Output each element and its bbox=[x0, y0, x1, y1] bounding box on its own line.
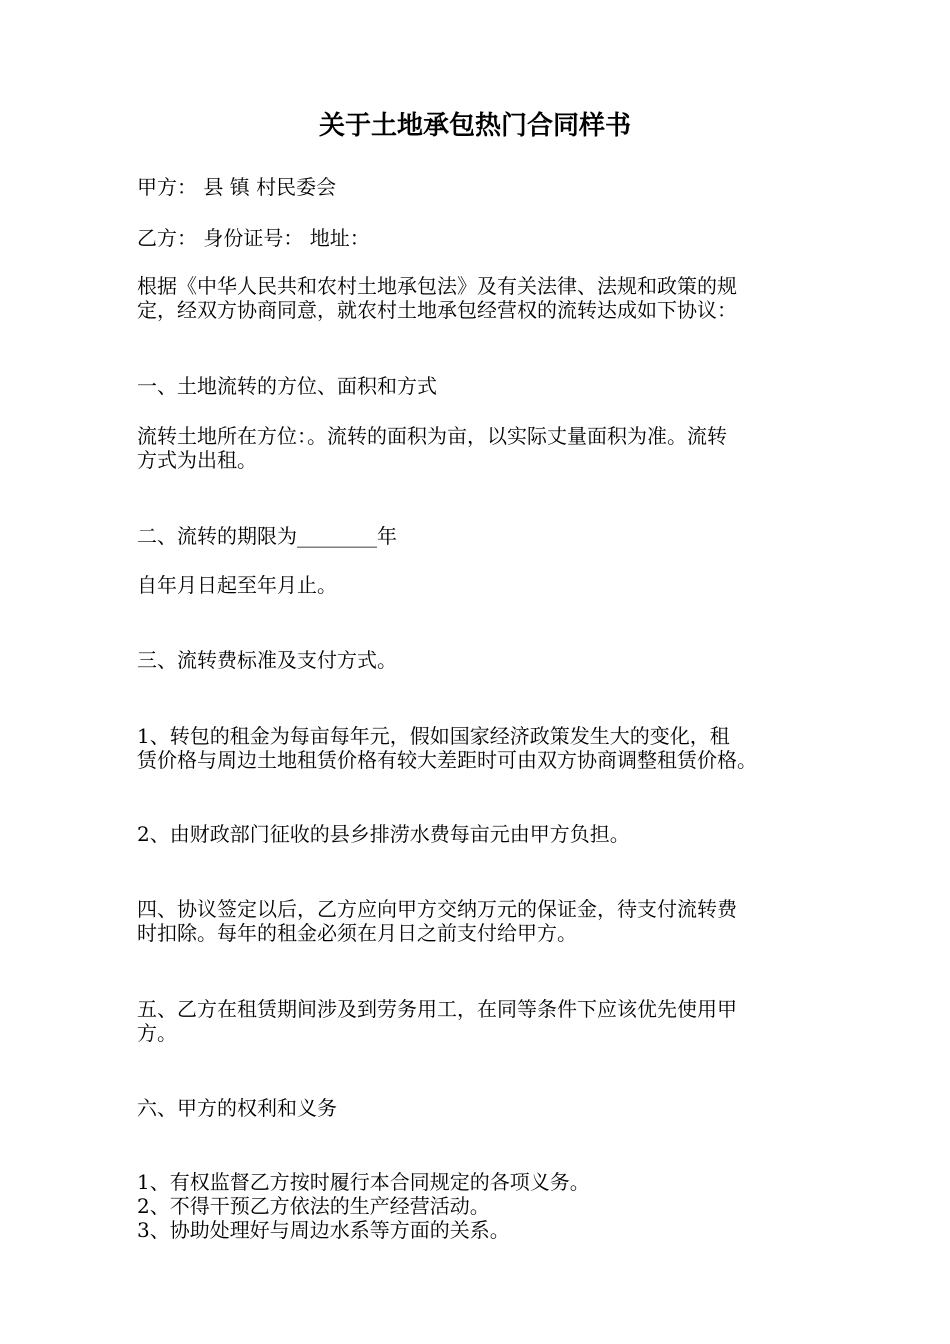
section3-heading: 三、流转费标准及支付方式。 bbox=[137, 648, 397, 672]
section2-heading: 二、流转的期限为________年 bbox=[137, 524, 397, 548]
intro-line-1: 根据《中华人民共和农村土地承包法》及有关法律、法规和政策的规 bbox=[137, 274, 737, 298]
section6-item-3: 3、协助处理好与周边水系等方面的关系。 bbox=[137, 1218, 510, 1242]
section6-item-1: 1、有权监督乙方按时履行本合同规定的各项义务。 bbox=[137, 1170, 590, 1194]
section4-line-2: 时扣除。每年的租金必须在月日之前支付给甲方。 bbox=[137, 921, 577, 945]
section1-line-2: 方式为出租。 bbox=[137, 448, 257, 472]
intro-paragraph bbox=[137, 274, 827, 322]
section2-body: 自年月日起至年月止。 bbox=[137, 573, 337, 597]
section1-heading: 一、土地流转的方位、面积和方式 bbox=[137, 374, 437, 398]
section1-line-1: 流转土地所在方位：。流转的面积为亩，以实际丈量面积为准。流转 bbox=[137, 424, 727, 448]
party-a-line: 甲方： 县 镇 村民委会 bbox=[137, 175, 337, 199]
section6-item-2: 2、不得干预乙方依法的生产经营活动。 bbox=[137, 1194, 490, 1218]
section3-item1-line-1: 1、转包的租金为每亩每年元，假如国家经济政策发生大的变化，租 bbox=[137, 724, 730, 748]
section3-item1-line-2: 赁价格与周边土地租赁价格有较大差距时可由双方协商调整租赁价格。 bbox=[137, 748, 757, 772]
party-b-line: 乙方： 身份证号： 地址： bbox=[137, 226, 370, 250]
section5-line-2: 方。 bbox=[137, 1021, 177, 1045]
document-title: 关于土地承包热门合同样书 bbox=[318, 111, 631, 141]
section4-line-1: 四、协议签定以后，乙方应向甲方交纳万元的保证金，待支付流转费 bbox=[137, 897, 737, 921]
section5-line-1: 五、乙方在租赁期间涉及到劳务用工，在同等条件下应该优先使用甲 bbox=[137, 997, 737, 1021]
section6-heading: 六、甲方的权利和义务 bbox=[137, 1096, 337, 1120]
section6-list bbox=[137, 1170, 827, 1242]
intro-line-2: 定，经双方协商同意，就农村土地承包经营权的流转达成如下协议： bbox=[137, 298, 737, 322]
section3-item1-paragraph bbox=[137, 724, 827, 772]
section4-paragraph bbox=[137, 897, 827, 945]
section5-paragraph bbox=[137, 997, 827, 1045]
section1-paragraph bbox=[137, 424, 827, 472]
section3-item2: 2、由财政部门征收的县乡排涝水费每亩元由甲方负担。 bbox=[137, 822, 630, 846]
